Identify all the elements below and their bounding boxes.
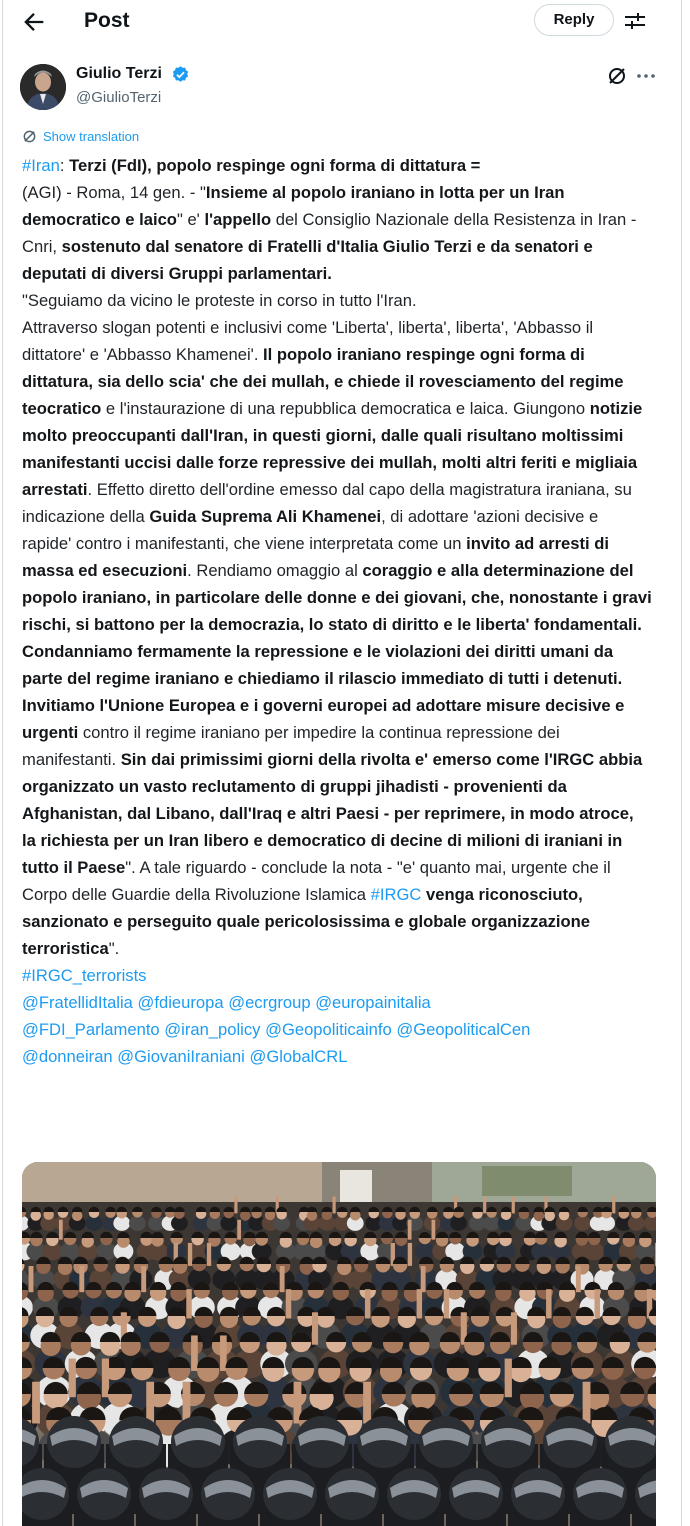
hashtag-link[interactable]: #IRGC_terrorists xyxy=(22,966,147,985)
text-run: (AGI) - Roma, 14 gen. - " xyxy=(22,183,206,202)
text-run: ". xyxy=(108,939,120,958)
bold-text: Terzi (FdI), popolo respinge ogni forma di dittatura = xyxy=(69,156,481,175)
grok-button[interactable] xyxy=(607,66,627,86)
filter-settings-button[interactable] xyxy=(622,9,648,33)
author-name[interactable]: Giulio Terzi xyxy=(76,65,162,82)
ellipsis-icon xyxy=(634,64,658,88)
mention-link[interactable]: @GlobalCRL xyxy=(249,1047,348,1066)
text-run: . Rendiamo omaggio al xyxy=(187,561,363,580)
mention-link[interactable]: @europainitalia xyxy=(315,993,431,1012)
post-header xyxy=(0,0,690,44)
page-title: Post xyxy=(84,9,130,32)
bold-text: Sin dai primissimi giorni della rivolta e' emerso come l'IRGC abbia organizzato un vasto reclutamento di gruppi jihadisti - provenienti da Afghanistan, dal Libano, dall'Iraq e altri Paesi - per reprimere, in modo atroce, la richiesta per un Iran libero e democratico di decine di milioni di iraniani in tutto il Paese xyxy=(22,750,647,877)
bold-text: invito ad arresti di massa ed esecuzioni xyxy=(22,534,614,580)
mention-link[interactable]: @ecrgroup xyxy=(228,993,311,1012)
bold-text: Il popolo iraniano respinge ogni forma di dittatura, sia dello scia' che dei mullah, e chiede il rovesciamento del regime teocratico xyxy=(22,345,629,418)
translate-icon xyxy=(22,129,37,144)
text-run: contro il regime iraniano per impedire la continua repressione dei manifestanti. xyxy=(22,723,565,769)
text-run: ". A tale riguardo - conclude la nota - "e' quanto mai, urgente che il Corpo delle Guardie della Rivoluzione Islamica xyxy=(22,858,616,904)
hashtag-link[interactable]: #Iran xyxy=(22,156,60,175)
post-text xyxy=(22,152,657,1070)
avatar-photo xyxy=(20,64,66,110)
bold-text: Insieme al popolo iraniano in lotta per un Iran democratico e laico xyxy=(22,183,570,229)
mention-link[interactable]: @fdieuropa xyxy=(137,993,224,1012)
grok-icon xyxy=(607,66,627,86)
text-run: : xyxy=(59,156,70,175)
mention-link[interactable]: @FratellidItalia xyxy=(22,993,133,1012)
mention-link[interactable]: @Geopoliticainfo xyxy=(265,1020,392,1039)
bold-text: sostenuto dal senatore di Fratelli d'Italia Giulio Terzi e da senatori e deputati di diversi Gruppi parlamentari. xyxy=(22,237,598,283)
bold-text: Guida Suprema Ali Khamenei xyxy=(149,507,382,526)
show-translation-label: Show translation xyxy=(43,129,140,144)
verified-badge-icon xyxy=(171,65,190,84)
author-handle[interactable]: @GiulioTerzi xyxy=(76,89,162,106)
reply-button[interactable]: Reply xyxy=(534,4,614,36)
mention-link[interactable]: @FDI_Parlamento xyxy=(22,1020,160,1039)
sliders-icon xyxy=(622,9,648,33)
mention-link[interactable]: @GiovaniIraniani xyxy=(117,1047,245,1066)
arrow-left-icon xyxy=(20,8,48,36)
back-button[interactable] xyxy=(20,8,48,36)
text-run: , di adottare 'azioni decisive e rapide' contro i manifestanti, che viene interpretata come un xyxy=(22,507,603,553)
protest-crowd-photo xyxy=(22,1162,656,1526)
bold-text: coraggio e alla determinazione del popolo iraniano, in particolare delle donne e dei giovani, che, nonostante i gravi rischi, si battono per la democrazia, lo stato di diritto e le liberta' fondamentali. Condanniamo fermamente la repressione e le violazioni dei diritti umani da parte del regime iraniano e chiediamo il rilascio immediato di tutti i detenuti. Invitiamo l'Unione Europea e i governi europei ad adottare misure decisive e urgenti xyxy=(22,561,657,742)
text-run: . Effetto diretto dell'ordine emesso dal capo della magistratura iraniana, su indicazione della xyxy=(22,480,637,526)
text-run: e l'instaurazione di una repubblica democratica e laica. Giungono xyxy=(101,399,590,418)
bold-text: venga riconosciuto, sanzionato e perseguito quale pericolosissima e globale organizzazione terroristica xyxy=(22,885,595,958)
mention-link[interactable]: @iran_policy xyxy=(164,1020,261,1039)
mention-link[interactable]: @donneiran xyxy=(22,1047,113,1066)
avatar[interactable] xyxy=(20,64,66,110)
bold-text: l'appello xyxy=(204,210,272,229)
more-options-button[interactable] xyxy=(634,64,658,88)
mention-link[interactable]: @GeopoliticalCen xyxy=(396,1020,531,1039)
text-run: " e' xyxy=(176,210,205,229)
text-run: "Seguiamo da vicino le proteste in corso in tutto l'Iran. Attraverso slogan potenti e inclusivi come 'Liberta', liberta', liberta', 'Abbasso il dittatore' e 'Abbasso Khamenei'. xyxy=(22,291,594,364)
window-left-edge xyxy=(2,0,3,1526)
hashtag-link[interactable]: #IRGC xyxy=(370,885,422,904)
post-image[interactable] xyxy=(22,1162,656,1526)
window-right-edge xyxy=(681,0,682,1526)
text-run: del Consiglio Nazionale della Resistenza in Iran - Cnri, xyxy=(22,210,641,256)
show-translation-link[interactable] xyxy=(22,129,139,144)
bold-text: notizie molto preoccupanti dall'Iran, in questi giorni, dalle quali risultano moltissimi manifestanti uccisi dalle forze repressive dei mullah, molti altri feriti e migliaia arrestati xyxy=(22,399,647,499)
